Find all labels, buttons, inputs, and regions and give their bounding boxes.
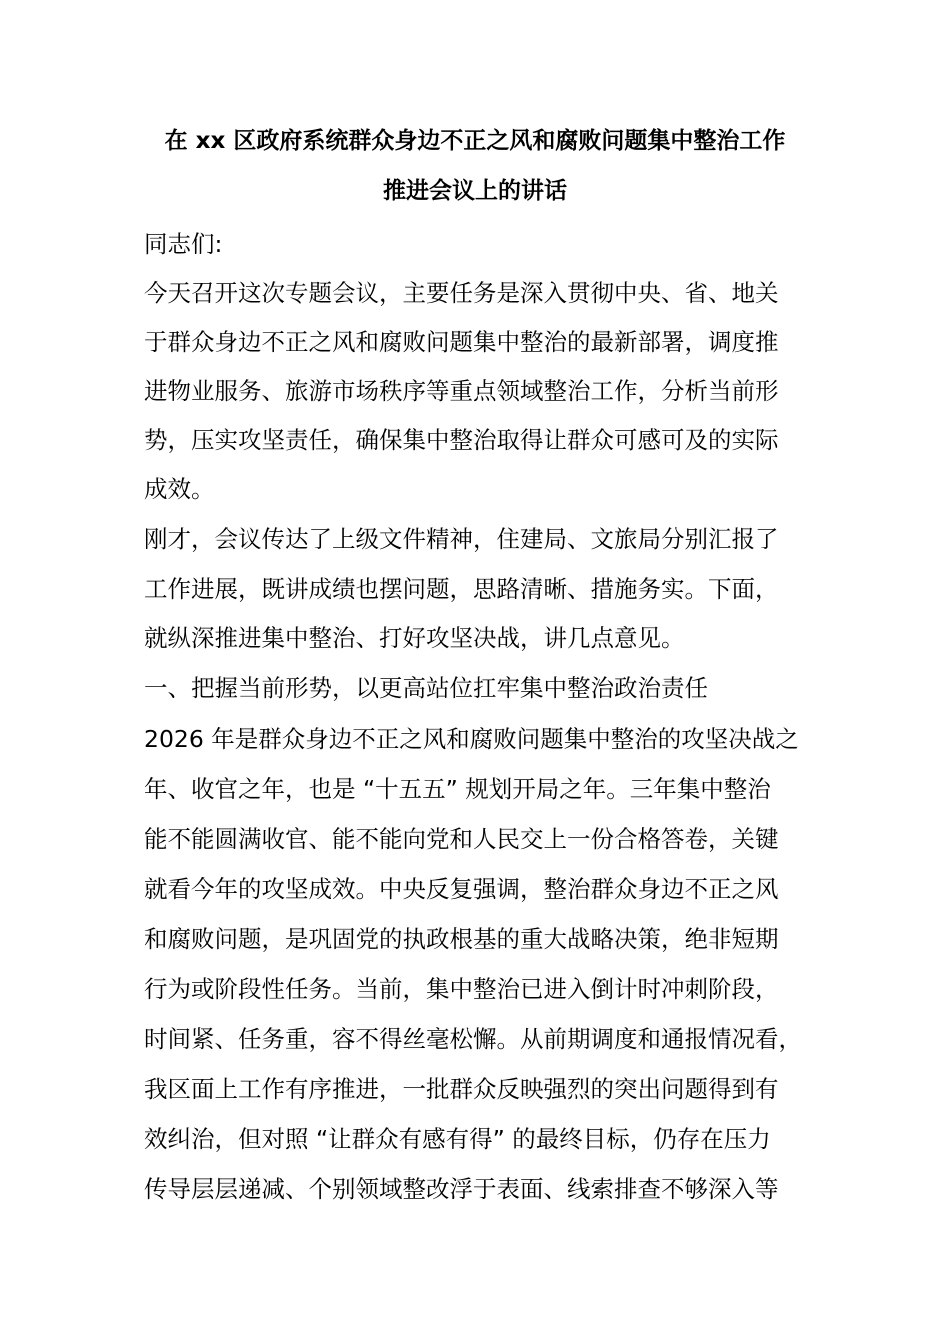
paragraph-line: 势，压实攻坚责任，确保集中整治取得让群众可感可及的实际	[144, 426, 779, 454]
paragraph-line: 我区面上工作有序推进，一批群众反映强烈的突出问题得到有	[144, 1075, 779, 1103]
paragraph-line: 今天召开这次专题会议，主要任务是深入贯彻中央、省、地关	[144, 279, 779, 307]
paragraph-line: 2026 年是群众身边不正之风和腐败问题集中整治的攻坚决战之	[144, 725, 799, 753]
paragraph-line: 就看今年的攻坚成效。中央反复强调，整治群众身边不正之风	[144, 875, 779, 903]
paragraph-line: 进物业服务、旅游市场秩序等重点领域整治工作，分析当前形	[144, 377, 779, 405]
paragraph-line: 就纵深推进集中整治、打好攻坚决战，讲几点意见。	[144, 624, 685, 652]
section-heading-1: 一、把握当前形势，以更高站位扛牢集中整治政治责任	[144, 674, 708, 702]
document-title-line-1: 在 xx 区政府系统群众身边不正之风和腐败问题集中整治工作	[164, 128, 786, 154]
paragraph-line: 刚才，会议传达了上级文件精神，住建局、文旅局分别汇报了	[144, 525, 779, 553]
paragraph-line: 年、收官之年，也是 “十五五” 规划开局之年。三年集中整治	[144, 775, 771, 803]
paragraph-line: 效纠治，但对照 “让群众有感有得” 的最终目标，仍存在压力	[144, 1125, 771, 1153]
paragraph-line: 成效。	[144, 475, 215, 503]
document-title-line-2: 推进会议上的讲话	[383, 178, 567, 204]
paragraph-line: 工作进展，既讲成绩也摆问题，思路清晰、措施务实。下面，	[144, 575, 779, 603]
paragraph-line: 传导层层递减、个别领域整改浮于表面、线索排查不够深入等	[144, 1175, 779, 1203]
paragraph-line: 时间紧、任务重，容不得丝毫松懈。从前期调度和通报情况看，	[144, 1025, 802, 1053]
salutation: 同志们:	[144, 230, 223, 258]
paragraph-line: 和腐败问题，是巩固党的执政根基的重大战略决策，绝非短期	[144, 925, 779, 953]
paragraph-line: 能不能圆满收官、能不能向党和人民交上一份合格答卷，关键	[144, 825, 779, 853]
paragraph-line: 于群众身边不正之风和腐败问题集中整治的最新部署，调度推	[144, 328, 779, 356]
paragraph-line: 行为或阶段性任务。当前，集中整治已进入倒计时冲刺阶段，	[144, 975, 779, 1003]
